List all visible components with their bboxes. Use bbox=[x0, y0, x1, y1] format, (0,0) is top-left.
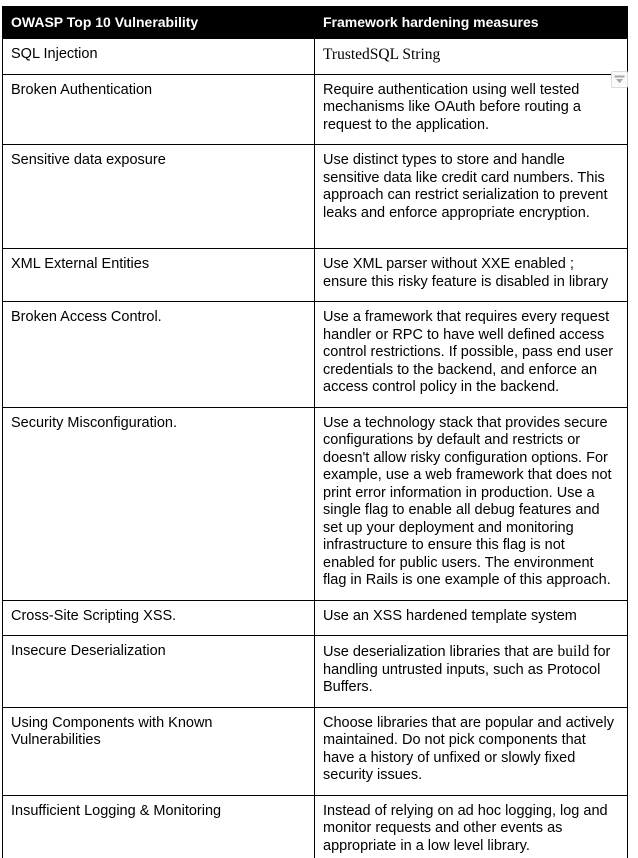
table-row bbox=[3, 407, 628, 600]
measure-cell[interactable] bbox=[315, 407, 628, 600]
table-row bbox=[3, 302, 628, 408]
measure-text: Use an XSS hardened template system bbox=[323, 607, 577, 624]
vulnerability-cell[interactable]: Security Misconfiguration. bbox=[3, 407, 315, 600]
measure-text: build bbox=[557, 643, 590, 660]
measure-cell[interactable] bbox=[315, 39, 628, 75]
table-row bbox=[3, 795, 628, 858]
collapsed-comment-marker[interactable] bbox=[611, 71, 628, 88]
measure-cell[interactable] bbox=[315, 707, 628, 795]
measure-cell[interactable] bbox=[315, 600, 628, 636]
column-header-vulnerability[interactable]: OWASP Top 10 Vulnerability bbox=[3, 7, 315, 39]
vulnerability-cell[interactable]: XML External Entities bbox=[3, 249, 315, 302]
header-row bbox=[3, 7, 628, 39]
measure-cell[interactable] bbox=[315, 145, 628, 249]
vulnerability-cell[interactable]: Broken Authentication bbox=[3, 74, 315, 145]
collapsed-comment-icon bbox=[614, 75, 625, 84]
table-row bbox=[3, 39, 628, 75]
measure-cell[interactable] bbox=[315, 302, 628, 408]
table-row bbox=[3, 145, 628, 249]
vulnerability-cell[interactable]: Insufficient Logging & Monitoring bbox=[3, 795, 315, 858]
table-body bbox=[3, 39, 628, 858]
measure-text: Instead of relying on ad hoc logging, log and monitor requests and other events as appropriate in a low level library. bbox=[323, 802, 608, 854]
table-row bbox=[3, 74, 628, 145]
measure-text: Require authentication using well tested mechanisms like OAuth before routing a request to the application. bbox=[323, 81, 581, 133]
measure-text: Use a technology stack that provides secure configurations by default and restricts or doesn't allow risky configuration options. For example, use a web framework that does not print error information in production. Use a single flag to enable all debug features and set up your deployment and monitoring infrastructure to ensure this flag is not enabled for public users. The environment flag in Rails is one example of this approach. bbox=[323, 414, 612, 588]
measure-cell[interactable] bbox=[315, 795, 628, 858]
vulnerability-cell[interactable]: SQL Injection bbox=[3, 39, 315, 75]
table-row bbox=[3, 636, 628, 708]
measure-cell[interactable] bbox=[315, 74, 628, 145]
measure-text: TrustedSQL String bbox=[323, 46, 441, 63]
table-row bbox=[3, 249, 628, 302]
table-row bbox=[3, 707, 628, 795]
vulnerability-cell[interactable]: Using Components with Known Vulnerabilities bbox=[3, 707, 315, 795]
measure-text: Choose libraries that are popular and actively maintained. Do not pick components that have a history of unfixed or slowly fixed security issues. bbox=[323, 714, 614, 783]
measure-cell[interactable] bbox=[315, 249, 628, 302]
vulnerability-cell[interactable]: Insecure Deserialization bbox=[3, 636, 315, 708]
vulnerability-cell[interactable]: Cross-Site Scripting XSS. bbox=[3, 600, 315, 636]
vulnerability-cell[interactable]: Broken Access Control. bbox=[3, 302, 315, 408]
table-row bbox=[3, 600, 628, 636]
measure-text: for handling untrusted inputs, such as Protocol Buffers. bbox=[323, 644, 611, 695]
measure-text: Use a framework that requires every request handler or RPC to have well defined access control restrictions. If possible, pass end user credentials to the backend, and enforce an access control policy in the backend. bbox=[323, 309, 614, 395]
owasp-hardening-table bbox=[2, 6, 628, 858]
measure-cell[interactable] bbox=[315, 636, 628, 708]
column-header-measures[interactable]: Framework hardening measures bbox=[315, 7, 628, 39]
table-header bbox=[3, 7, 628, 39]
measure-text: Use XML parser without XXE enabled ; ensure this risky feature is disabled in library bbox=[323, 256, 609, 290]
vulnerability-cell[interactable]: Sensitive data exposure bbox=[3, 145, 315, 249]
measure-text: Use deserialization libraries that are bbox=[323, 644, 558, 660]
measure-text: Use distinct types to store and handle sensitive data like credit card numbers. This approach can restrict serialization to prevent leaks and enforce appropriate encryption. bbox=[323, 152, 608, 221]
